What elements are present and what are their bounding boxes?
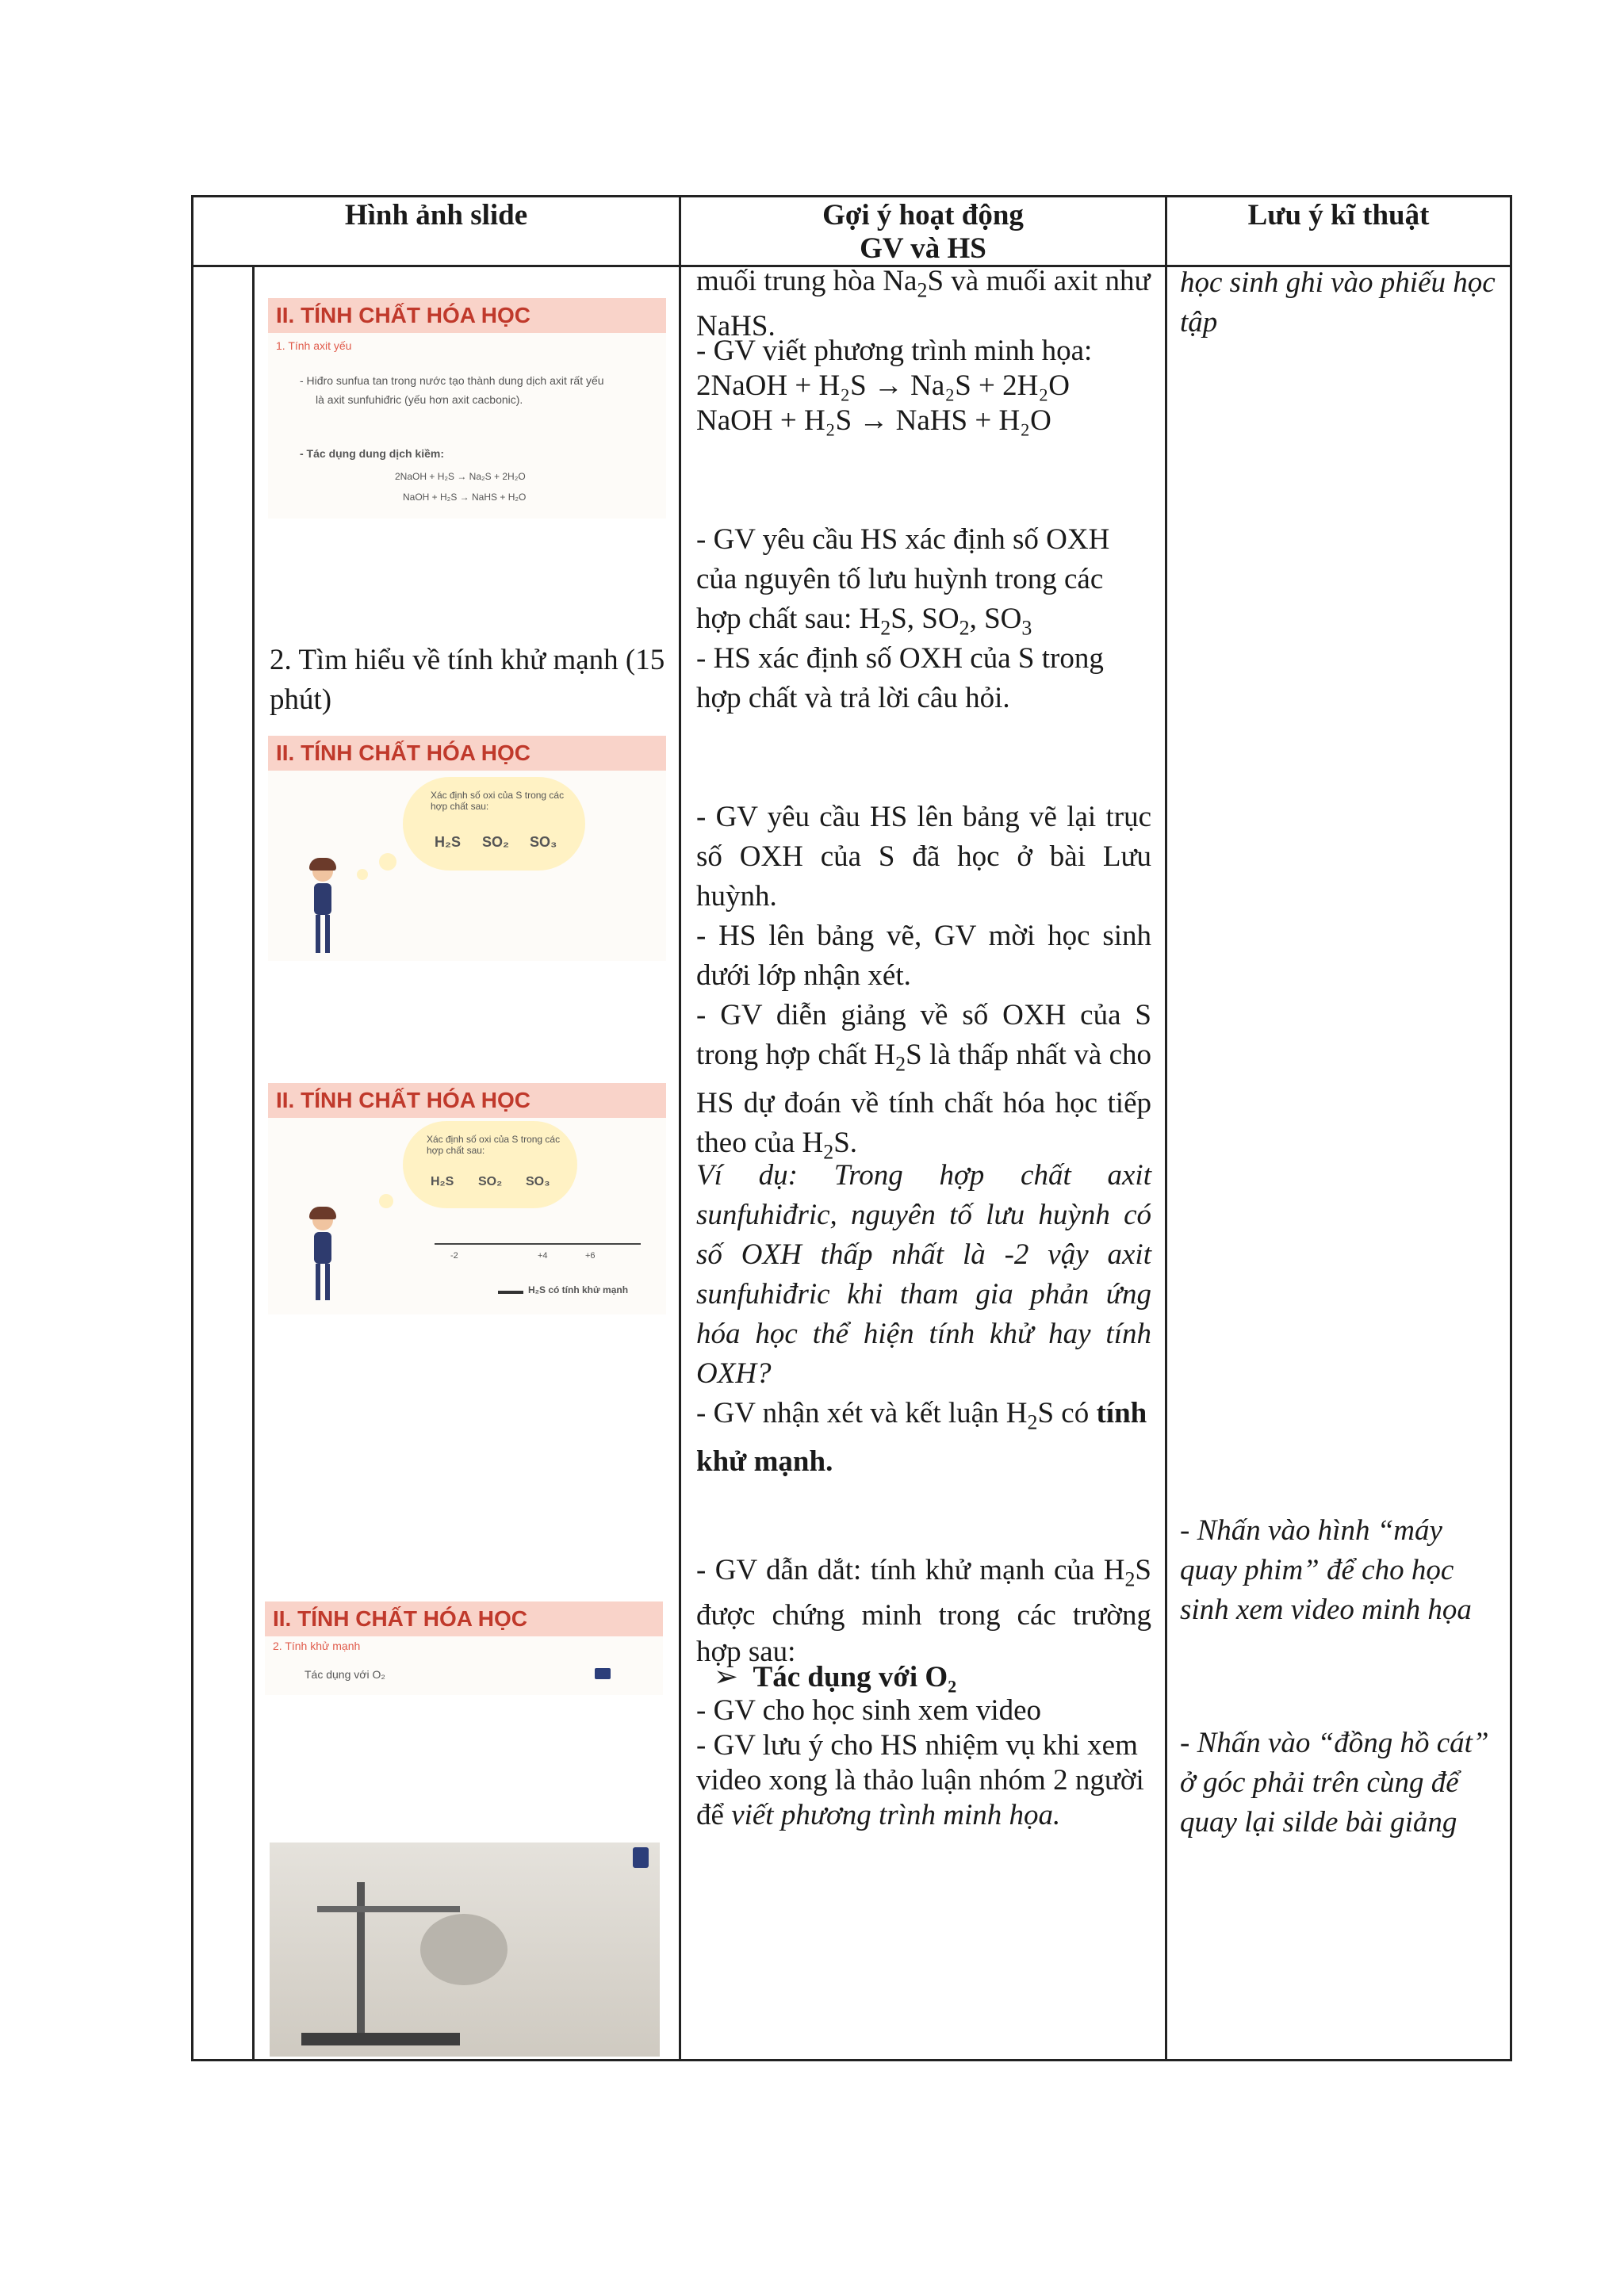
slide-title-bar bbox=[268, 298, 666, 333]
equation: NaOH + H₂S → NaHS + H₂O bbox=[696, 404, 1051, 437]
slide-title-bar bbox=[268, 736, 666, 771]
col1-right-border bbox=[679, 195, 681, 2061]
activity-text: - HS xác định số OXH của S trong hợp chất và trả lời câu hỏi. bbox=[696, 642, 1104, 714]
arrow-marker bbox=[498, 1291, 523, 1294]
table-top-border bbox=[191, 195, 1512, 197]
axis-tick-label: -2 bbox=[450, 1251, 458, 1261]
oxidation-axis-line bbox=[435, 1243, 641, 1245]
table-bottom-border bbox=[191, 2059, 1512, 2061]
header-activity-line2: GV và HS bbox=[860, 232, 986, 265]
axis-tick-label: +4 bbox=[538, 1251, 548, 1261]
slide-title: II. TÍNH CHẤT HÓA HỌC bbox=[276, 303, 530, 327]
slide-title: II. TÍNH CHẤT HÓA HỌC bbox=[273, 1606, 527, 1631]
example-text: Ví dụ: Trong hợp chất axit sunfuhiđric, nguyên tố lưu huỳnh có số OXH thấp nhất là -2 vậy axit sunfuhiđric khi tham gia phản ứng hóa học thể hiện tính khử hay tính OXH? bbox=[696, 1159, 1151, 1390]
slide-compound: SO₂ bbox=[482, 834, 510, 850]
slide-question: Xác định số oxi của S trong các hợp chất sau: bbox=[427, 1134, 561, 1156]
activity-text: - GV viết phương trình minh họa: bbox=[696, 335, 1093, 367]
slide-thumbnail-oxidation-question bbox=[268, 736, 666, 961]
thought-bubble bbox=[379, 1194, 393, 1208]
video-camera-icon[interactable] bbox=[595, 1668, 611, 1679]
thought-bubble bbox=[357, 869, 368, 880]
slide-text-line: - Hiđro sunfua tan trong nước tạo thành dung dịch axit rất yếu bbox=[300, 374, 604, 387]
slide-question: Xác định số oxi của S trong các hợp chất sau: bbox=[431, 790, 565, 812]
slide-thumbnail-oxidation-axis bbox=[268, 1083, 666, 1314]
slide-subtitle: 2. Tính khử mạnh bbox=[273, 1640, 361, 1652]
slide-title: II. TÍNH CHẤT HÓA HỌC bbox=[276, 1088, 530, 1112]
equation: 2NaOH + H₂S → Na₂S + 2H₂O bbox=[696, 369, 1070, 402]
note-text: - Nhấn vào “đồng hồ cát” ở góc phải trên cùng để quay lại silde bài giảng bbox=[1180, 1727, 1489, 1839]
slide-equation: 2NaOH + H₂S → Na₂S + 2H₂O bbox=[395, 471, 526, 482]
slide-text-line: là axit sunfuhiđric (yếu hơn axit cacbonic). bbox=[316, 393, 523, 406]
conclusion-text: - GV nhận xét và kết luận $H_2S$ có tính khử mạnh. bbox=[696, 1397, 1147, 1479]
activity-text: - GV cho học sinh xem video bbox=[696, 1694, 1042, 1727]
activity-text: - HS lên bảng vẽ, GV mời học sinh dưới lớp nhận xét. bbox=[696, 920, 1151, 992]
slide-compound: SO₂ bbox=[478, 1175, 503, 1188]
hourglass-icon[interactable] bbox=[633, 1847, 649, 1868]
activity-text: muối trung hòa $Na_2S$ và muối axit như NaHS. bbox=[696, 265, 1151, 343]
slide-title-bar bbox=[268, 1083, 666, 1118]
flask bbox=[420, 1914, 508, 1985]
slide-conclusion: H₂S có tính khử mạnh bbox=[528, 1284, 629, 1295]
slide-subtitle: 1. Tính axit yếu bbox=[276, 339, 352, 352]
slide-bullet: - Tác dụng dung dịch kiềm: bbox=[300, 447, 444, 460]
table-left-border bbox=[191, 195, 193, 2061]
note-text: - Nhấn vào hình “máy quay phim” để cho học sinh xem video minh họa bbox=[1180, 1514, 1472, 1626]
thought-bubble bbox=[379, 853, 396, 871]
slide-compound: H₂S bbox=[435, 834, 462, 850]
col2-right-border bbox=[1165, 195, 1167, 2061]
slide-bullet: Tác dụng với O₂ bbox=[304, 1668, 385, 1681]
slide-title: II. TÍNH CHẤT HÓA HỌC bbox=[276, 740, 530, 765]
slide-thumbnail-reaction-o2 bbox=[265, 1601, 663, 1695]
header-slide-images: Hình ảnh slide bbox=[344, 199, 528, 232]
inner-left-border bbox=[252, 265, 255, 2061]
axis-tick-label: +6 bbox=[585, 1251, 596, 1261]
slide-title-bar bbox=[265, 1601, 663, 1636]
header-technical-notes: Lưu ý kĩ thuật bbox=[1247, 199, 1430, 232]
section-title-strong-reducing: 2. Tìm hiểu về tính khử mạnh (15 phút) bbox=[270, 644, 665, 716]
activity-text: - GV yêu cầu HS xác định số OXH của nguyên tố lưu huỳnh trong các hợp chất sau: $H_2S$, $SO_2$, $SO_3$ bbox=[696, 523, 1110, 640]
slide-compound: SO₃ bbox=[530, 834, 557, 850]
header-activity-line1: Gợi ý hoạt động bbox=[822, 199, 1024, 232]
activity-text: - GV diễn giảng về số OXH của S trong hợp chất $H_2S$ là thấp nhất và cho HS dự đoán về tính chất hóa học tiếp theo của $H_2S$. bbox=[696, 999, 1151, 1164]
slide-video-thumbnail bbox=[270, 1843, 660, 2057]
bullet-heading: ➢ Tác dụng với O₂ bbox=[714, 1661, 957, 1693]
slide-thumbnail-weak-acid bbox=[268, 298, 666, 519]
lab-stand-base bbox=[301, 2033, 460, 2045]
slide-compound: H₂S bbox=[431, 1175, 454, 1188]
note-text: học sinh ghi vào phiếu học tập bbox=[1180, 266, 1496, 339]
slide-equation: NaOH + H₂S → NaHS + H₂O bbox=[403, 492, 527, 503]
activity-text: - GV lưu ý cho HS nhiệm vụ khi xem video xong là thảo luận nhóm 2 người để viết phương trình minh họa. bbox=[696, 1729, 1144, 1831]
slide-compound: SO₃ bbox=[526, 1175, 550, 1188]
lab-clamp-arm bbox=[317, 1906, 460, 1912]
activity-text: - GV yêu cầu HS lên bảng vẽ lại trục số OXH của S đã học ở bài Lưu huỳnh. bbox=[696, 801, 1151, 913]
table-right-border bbox=[1510, 195, 1512, 2061]
activity-text: - GV dẫn dắt: tính khử mạnh của $H_2S$ được chứng minh trong các trường hợp sau: bbox=[696, 1554, 1151, 1669]
